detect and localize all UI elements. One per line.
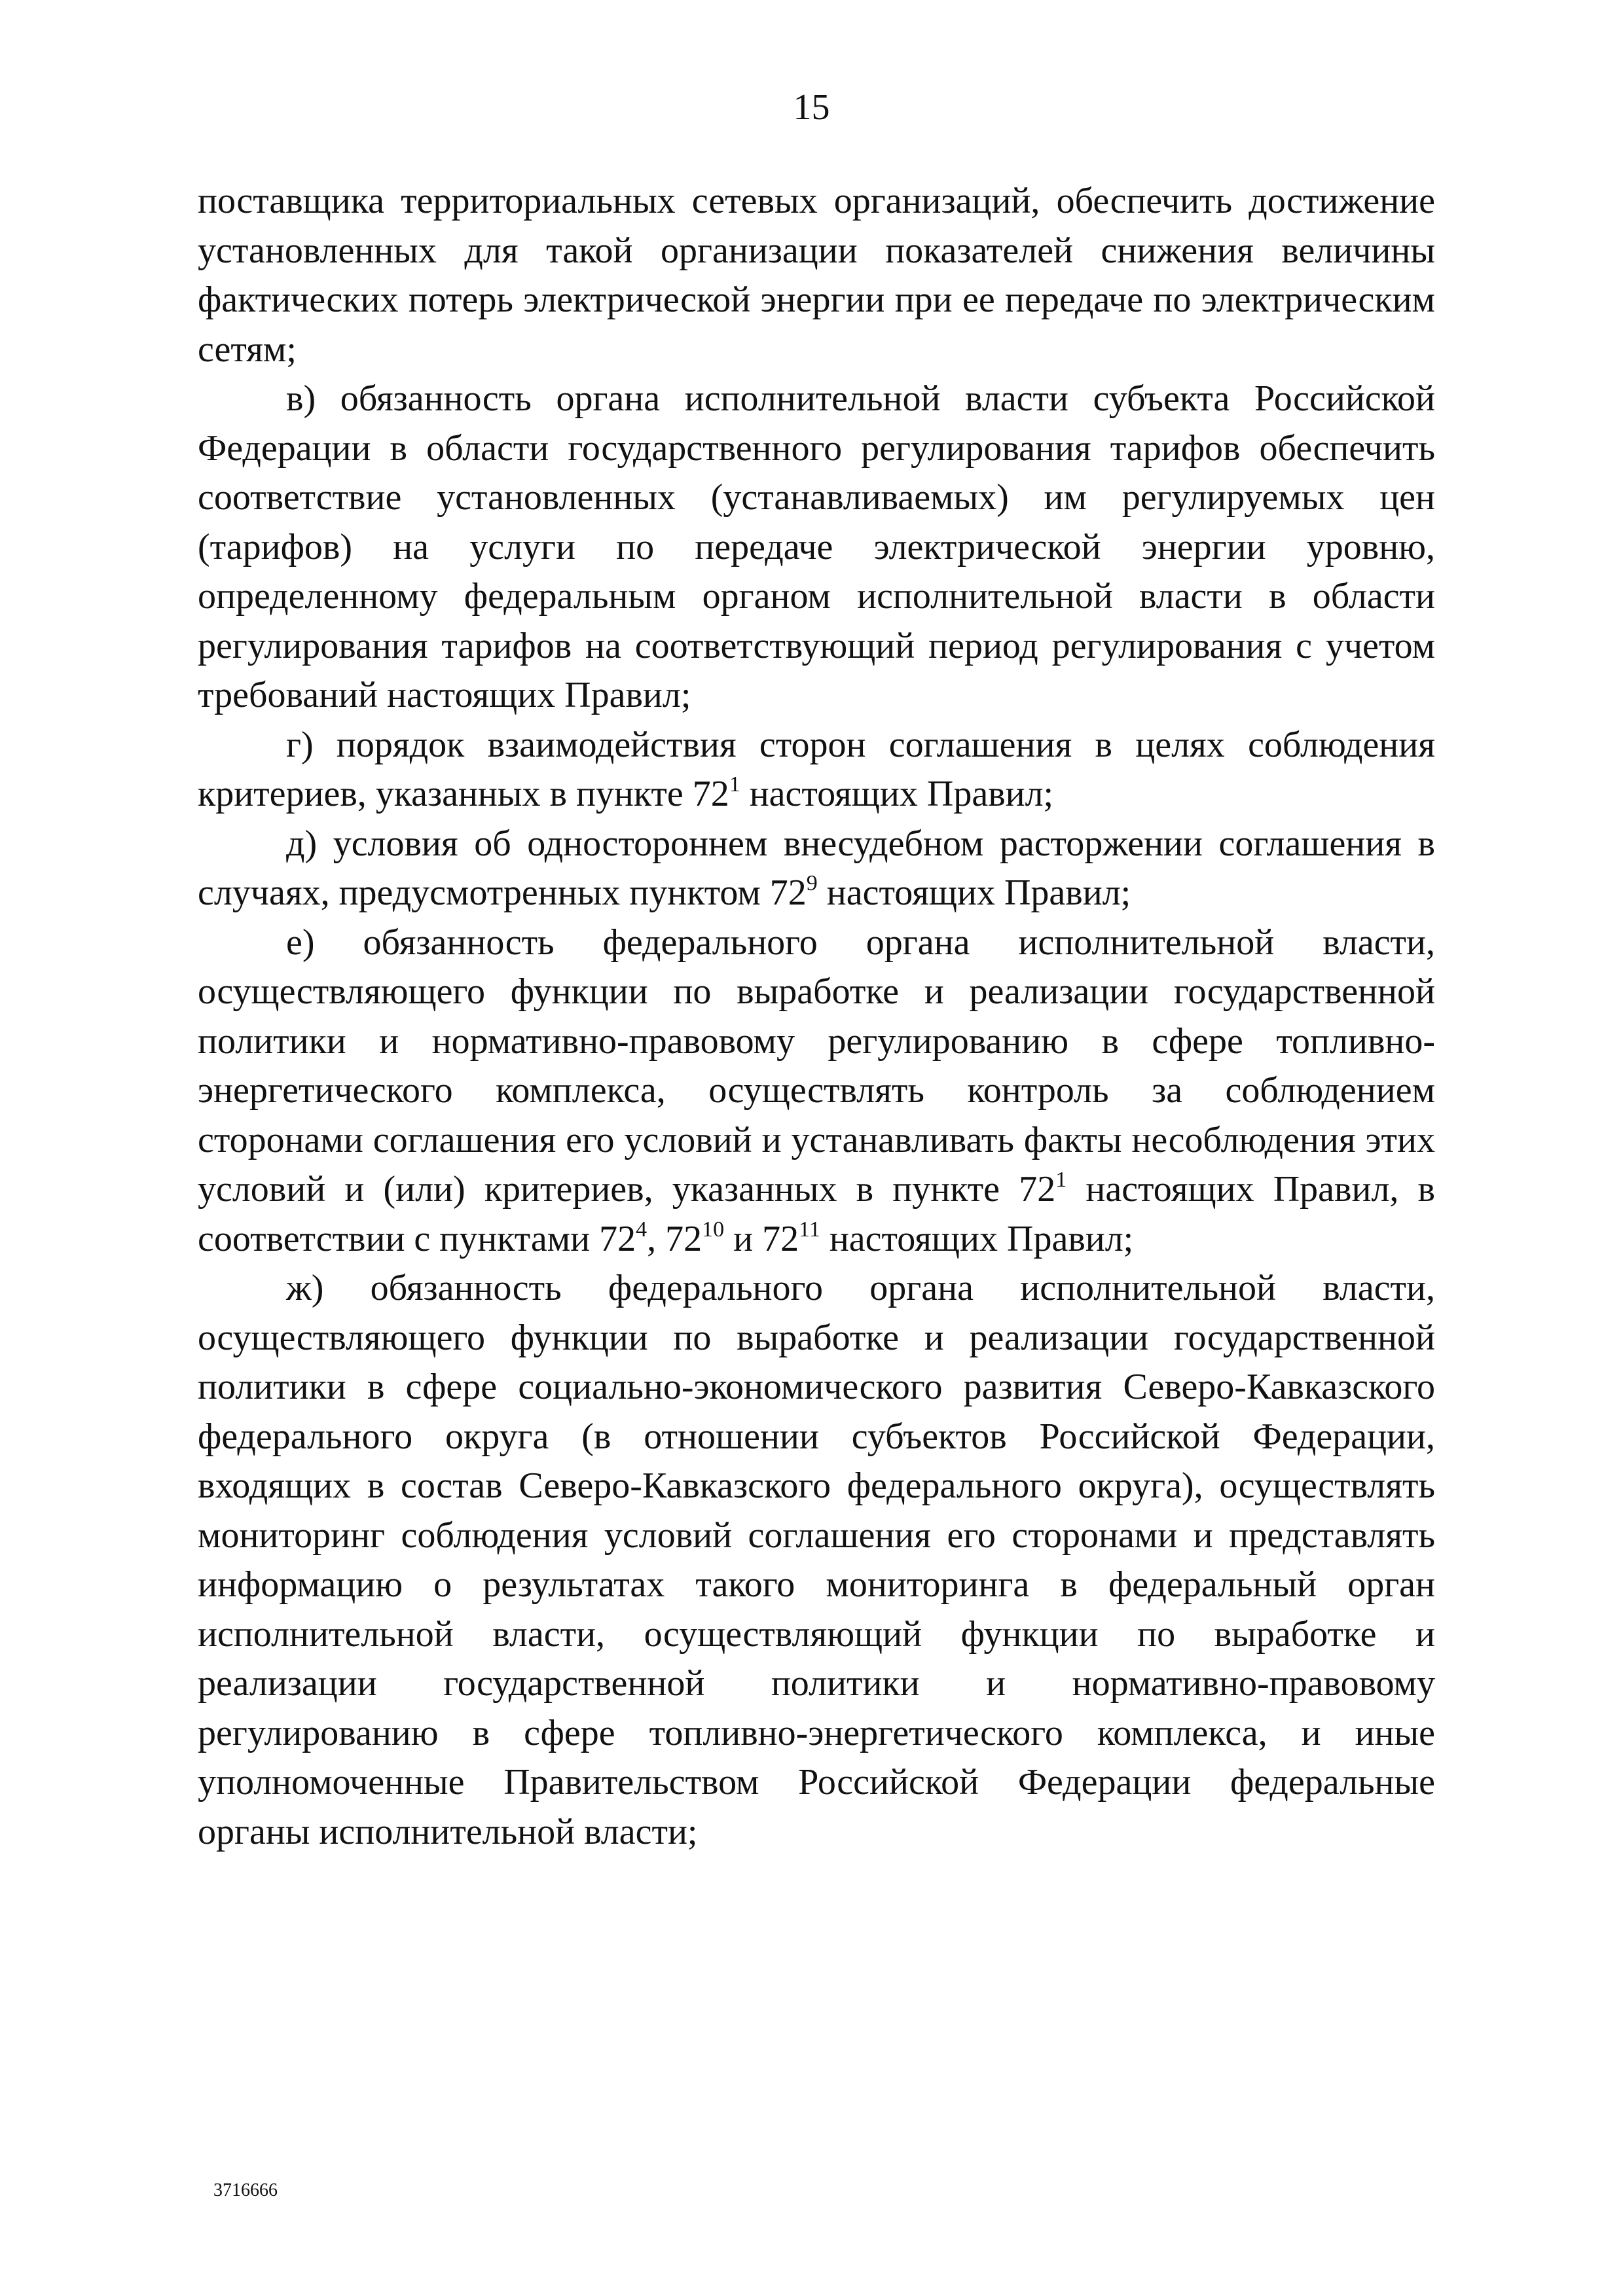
text-run: настоящих Правил, в соответствии с пунктами 72: [198, 1169, 1435, 1259]
page-number: 15: [793, 87, 830, 128]
superscript: 4: [636, 1217, 647, 1242]
text-run: настоящих Правил;: [817, 872, 1131, 913]
paragraph-item-d: [198, 819, 1435, 918]
text-run: д) условия об одностороннем внесудебном расторжении соглашения в случаях, предусмотренных пунктом 72: [198, 823, 1435, 913]
text-run: г) порядок взаимодействия сторон соглашения в целях соблюдения критериев, указанных в пункте 72: [198, 724, 1435, 814]
text-run: и 72: [724, 1218, 799, 1259]
superscript: 10: [702, 1217, 725, 1242]
text-run: , 72: [647, 1218, 702, 1259]
document-body: [198, 177, 1435, 1857]
superscript: 11: [799, 1217, 820, 1242]
paragraph-item-zh: ж) обязанность федерального органа исполнительной власти, осуществляющего функции по выработке и реализации государственной политики в сфере социально-экономического развития Северо-Кавказского федерального округа (в отношении субъектов Российской Федерации, входящих в состав Северо-Кавказского федерального округа), осуществлять мониторинг соблюдения условий соглашения его сторонами и представлять информацию о результатах такого мониторинга в федеральный орган исполнительной власти, осуществляющий функции по выработке и реализации государственной политики и нормативно-правовому регулированию в сфере топливно-энергетического комплекса, и иные уполномоченные Правительством Российской Федерации федеральные органы исполнительной власти;: [198, 1268, 1435, 1852]
document-id: 3716666: [213, 2180, 278, 2200]
text-run: настоящих Правил;: [820, 1218, 1134, 1259]
superscript: 1: [729, 772, 740, 797]
text-run: е) обязанность федерального органа исполнительной власти, осуществляющего функции по выработке и реализации государственной политики и нормативно-правовому регулированию в сфере топливно-энергетического комплекса, осуществлять контроль за соблюдением сторонами соглашения его условий и устанавливать факты несоблюдения этих условий и (или) критериев, указанных в пункте 72: [198, 922, 1435, 1210]
superscript: 9: [806, 871, 818, 896]
superscript: 1: [1055, 1168, 1067, 1193]
paragraph-item-g: [198, 721, 1435, 819]
paragraph-item-v: в) обязанность органа исполнительной власти субъекта Российской Федерации в области государственного регулирования тарифов обеспечить соответствие установленных (устанавливаемых) им регулируемых цен (тарифов) на услуги по передаче электрической энергии уровню, определенному федеральным органом исполнительной власти в области регулирования тарифов на соответствующий период регулирования с учетом требований настоящих Правил;: [198, 378, 1435, 715]
text-run: настоящих Правил;: [740, 774, 1054, 814]
paragraph-continuation: поставщика территориальных сетевых организаций, обеспечить достижение установленных для такой организации показателей снижения величины фактических потерь электрической энергии при ее передаче по электрическим сетям;: [198, 181, 1435, 370]
paragraph-item-e: [198, 918, 1435, 1265]
